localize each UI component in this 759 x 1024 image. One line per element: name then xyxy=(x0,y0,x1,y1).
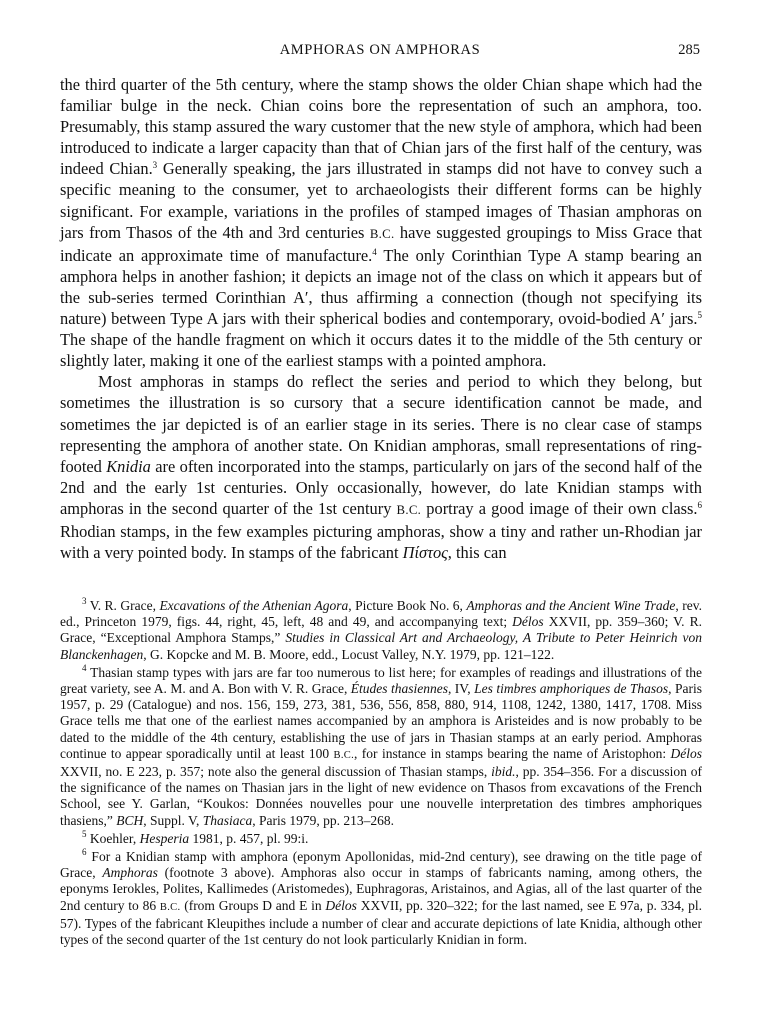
text-run: Πίστος xyxy=(402,543,448,563)
text-run: B.C. xyxy=(396,502,422,517)
text-run: Amphoras xyxy=(102,865,158,881)
page-header xyxy=(60,42,700,62)
footnote-marker: 5 xyxy=(697,310,702,321)
text-run: Les timbres amphoriques de Thasos xyxy=(474,681,669,697)
text-run: , pp. 354–356. For a discussion of the significance of the names on Thasian jars in the light of new evidence on Thasos from excavations of the French School, see Y. Garlan, “Koukos: Données nouvelles pour une nouvelle interpretation des timbres amphoriques thasiens,” xyxy=(60,764,702,828)
text-run: , Paris 1979, pp. 213–268. xyxy=(252,812,395,828)
text-run: Délos xyxy=(325,897,357,913)
footnotes xyxy=(60,598,702,948)
text-run: (from Groups D and E in xyxy=(180,897,326,913)
text-run: , Picture Book No. 6, xyxy=(348,598,467,613)
text-run: B.C. xyxy=(369,226,395,241)
text-run: For a Knidian stamp with amphora (eponym Apollonidas, mid-2nd century), see drawing on the title page of Grace, xyxy=(60,849,702,881)
footnote xyxy=(60,849,702,948)
text-run: Thasiaca xyxy=(202,812,253,828)
footnote xyxy=(60,662,703,829)
footnote-marker: 5 xyxy=(82,828,87,839)
running-head: AMPHORAS ON AMPHORAS xyxy=(279,42,481,58)
text-run: , Paris 1957, p. 29 (Catalogue) and nos. 156, 159, 273, 381, 536, 556, 858, 880, 914, 1108, 1242, 1380, 1417, 1708. Miss Grace tells me that one of the earliest names accompanied by an amphora is Aristeides and is now probably to be dated to the middle of the 4th century, establishing the use of jars in Thasian stamps at an early period. Amphoras continue to appear sporadically until at least 100 xyxy=(60,681,702,761)
paragraph xyxy=(60,371,702,563)
page-number: 285 xyxy=(678,42,700,58)
text-run: The only Corinthian Type A stamp bearing an amphora helps in another fashion; it depicts an image not of the class on which it appears but of the sub-series termed Corinthian A′, thus affirming a connection (though not specifying its nature) between Type A jars with their spherical bodies and contemporary, ovoid-bodied A′ jars. xyxy=(60,245,703,329)
body-text xyxy=(60,74,702,563)
text-run: XXVII, no. E 223, p. 357; note also the general discussion of Thasian stamps, xyxy=(60,764,492,780)
text-run: V. R. Grace, xyxy=(86,598,160,613)
text-run: (footnote 3 above). Amphoras also occur in stamps of fabricants naming, among others, the eponyms Ierokles, Polites, Kallimedes (Aristomedes), Euphragoras, Aristainos, and Agias, all of the last quarter of the 2nd century to 86 xyxy=(60,865,702,913)
text-run: Excavations of the Athenian Agora xyxy=(159,598,349,613)
text-run: portray a good image of their own class. xyxy=(421,498,698,518)
text-run: have suggested groupings to Miss Grace that indicate an approximate time of manufacture. xyxy=(60,222,702,265)
text-run: 1981, p. 457, pl. 99:i. xyxy=(189,830,309,846)
text-run: Studies in Classical Art and Archaeology, A Tribute to Peter Heinrich von Blanckenhagen xyxy=(60,630,702,662)
text-run: The shape of the handle fragment on which it occurs dates it to the middle of the 5th century or slightly later, making it one of the earliest stamps with a pointed amphora. xyxy=(60,330,702,371)
text-run: Amphoras and the Ancient Wine Trade xyxy=(466,598,676,613)
text-run: , G. Kopcke and M. B. Moore, edd., Locust Valley, N.Y. 1979, pp. 121–122. xyxy=(143,646,555,662)
text-run: Koehler, xyxy=(86,830,140,846)
footnote xyxy=(60,828,702,847)
footnote-marker: 6 xyxy=(697,499,702,510)
text-run: , Suppl. V, xyxy=(143,812,203,828)
text-run: B.C. xyxy=(333,749,355,761)
text-run: Délos xyxy=(670,745,703,761)
footnote-marker: 6 xyxy=(82,847,87,858)
text-run: Thasian stamp types with jars are far too numerous to list here; for examples of readings and illustrations of the great variety, see A. M. and A. Bon with V. R. Grace, xyxy=(60,664,702,697)
text-run: Generally speaking, the jars illustrated in stamps did not have to convey such a specific meaning to the consumer, yet to archaeologists their different forms can be highly significant. For example, variations in the profiles of stamped images of Thasian amphoras on jars from Thasos of the 4th and 3rd centuries xyxy=(60,159,702,242)
paragraph xyxy=(60,74,702,371)
text-run: , rev. ed., Princeton 1979, figs. 44, right, 45, left, 48 and 49, and accompanying text; xyxy=(60,598,702,630)
text-run: XXVII, pp. 359–360; V. R. Grace, “Exceptional Amphora Stamps,” xyxy=(60,614,702,646)
text-run: Études thasiennes xyxy=(350,681,448,697)
text-run: , IV, xyxy=(447,681,475,697)
text-run: BCH xyxy=(116,812,144,828)
text-run: B.C. xyxy=(159,901,181,913)
text-run: Rhodian stamps, in the few examples picturing amphoras, show a tiny and rather un-Rhodian jar with a very pointed body. In stamps of the fabricant xyxy=(60,521,702,563)
footnote xyxy=(60,598,702,663)
text-run: the third quarter of the 5th century, where the stamp shows the older Chian shape which had the familiar bulge in the neck. Chian coins bore the representation of such an amphora, too. Presumably, this stamp assured the wary customer that the new style of amphora, which had been introduced to indicate a larger capacity than that of Chian jars of the first half of the century, was indeed Chian. xyxy=(60,75,702,179)
text-run: , this can xyxy=(447,543,507,563)
footnote-marker: 4 xyxy=(372,246,377,257)
footnote-marker: 3 xyxy=(82,596,87,606)
footnote-marker: 4 xyxy=(82,662,87,673)
text-run: Hesperia xyxy=(139,830,190,846)
text-run: are often incorporated into the stamps, particularly on jars of the second half of the 2nd and the early 1st centuries. Only occasionally, however, do late Knidian stamps with amphoras in the second quarter of the 1st century xyxy=(60,456,702,518)
text-run: Knidia xyxy=(106,456,151,476)
text-run: , for instance in stamps bearing the name of Aristophon: xyxy=(354,745,671,761)
footnote-marker: 3 xyxy=(152,160,158,171)
text-run: XXVII, pp. 320–322; for the last named, see E 97a, p. 334, pl. 57). Types of the fabricant Kleupithes include a number of clear and accurate depictions of late Knidia, although other types of the second quarter of the 1st century do not look particularly Knidian in form. xyxy=(60,897,703,948)
text-run: Most amphoras in stamps do reflect the series and period to which they belong, but sometimes the illustration is so cursory that a secure identification cannot be made, and sometimes the jar depicted is of an earlier stage in its series. There is no clear case of stamps representing the amphora of another state. On Knidian amphoras, small representations of ring-footed xyxy=(60,372,702,476)
text-run: Délos xyxy=(512,614,544,630)
text-run: ibid. xyxy=(491,764,516,780)
